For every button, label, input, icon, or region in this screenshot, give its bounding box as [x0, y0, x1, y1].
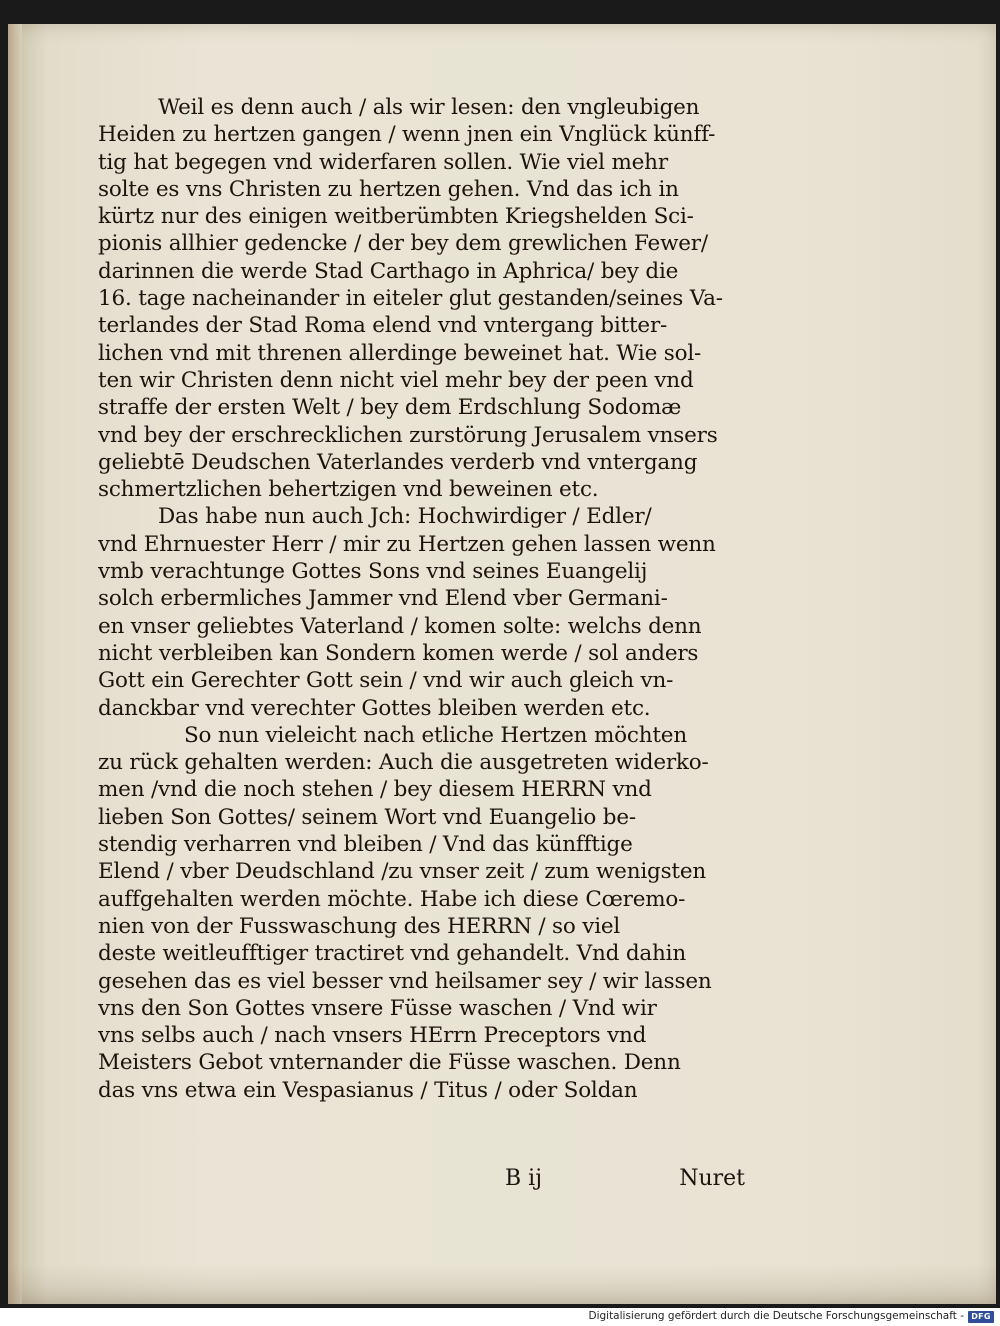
text-line: gesehen das es viel besser vnd heilsamer sey / wir lassen — [98, 968, 712, 994]
text-line: men /vnd die noch stehen / bey diesem HERRN vnd — [98, 777, 652, 803]
text-line: ten wir Christen denn nicht viel mehr bey der peen vnd — [98, 367, 694, 393]
text-line: solch erbermliches Jammer vnd Elend vber Germani- — [98, 586, 668, 612]
text-line: 16. tage nacheinander in eiteler glut gestanden/seines Va- — [98, 286, 723, 312]
text-line: Gott ein Gerechter Gott sein / vnd wir auch gleich vn- — [98, 668, 674, 694]
text-line: nicht verbleiben kan Sondern komen werde / sol anders — [98, 640, 699, 666]
text-line: tig hat begegen vnd widerfaren sollen. Wie viel mehr — [98, 149, 668, 175]
text-line: terlandes der Stad Roma elend vnd vntergang bitter- — [98, 313, 668, 339]
text-line: lieben Son Gottes/ seinem Wort vnd Euangelio be- — [98, 804, 636, 830]
text-line: kürtz nur des einigen weitberümbten Kriegshelden Sci- — [98, 204, 694, 230]
text-line: danckbar vnd verechter Gottes bleiben werden etc. — [98, 695, 651, 721]
text-line: auffgehalten werden möchte. Habe ich diese Cœremo- — [98, 886, 686, 912]
text-line: geliebtē Deudschen Vaterlandes verderb vnd vntergang — [98, 449, 698, 475]
text-line: nien von der Fusswaschung des HERRN / so viel — [98, 913, 621, 939]
text-line: schmertzlichen behertzigen vnd beweinen etc. — [98, 477, 599, 503]
text-line: solte es vns Christen zu hertzen gehen. Vnd das ich in — [98, 176, 679, 202]
text-line: vmb verachtunge Gottes Sons vnd seines Euangelij — [98, 559, 648, 585]
text-line: straffe der ersten Welt / bey dem Erdschlung Sodomæ — [98, 395, 682, 421]
text-line: vnd bey der erschrecklichen zurstörung Jerusalem vnsers — [98, 422, 718, 448]
text-line: lichen vnd mit threnen allerdinge beweinet hat. Wie sol- — [98, 340, 702, 366]
text-line: deste weitleufftiger tractiret vnd gehandelt. Vnd dahin — [98, 941, 686, 967]
text-line: vnd Ehrnuester Herr / mir zu Hertzen gehen lassen wenn — [98, 531, 716, 557]
text-line: das vns etwa ein Vespasianus / Titus / oder Soldan — [98, 1077, 638, 1103]
funding-credit: Digitalisierung gefördert durch die Deutsche Forschungsgemeinschaft - — [588, 1310, 964, 1322]
text-line: So nun vieleicht nach etliche Hertzen möchten — [184, 722, 687, 748]
text-line: Das habe nun auch Jch: Hochwirdiger / Edler/ — [158, 504, 652, 530]
text-line: Weil es denn auch / als wir lesen: den vngleubigen — [158, 95, 700, 120]
credit-bar — [0, 1308, 1000, 1326]
text-line: Elend / vber Deudschland /zu vnser zeit / zum wenigsten — [98, 859, 707, 885]
book-page — [8, 24, 996, 1304]
text-line: vns den Son Gottes vnsere Füsse waschen / Vnd wir — [98, 995, 657, 1021]
catchword: Nuret — [679, 1166, 745, 1191]
text-line: Meisters Gebot vnternander die Füsse waschen. Denn — [98, 1050, 681, 1076]
text-line: pionis allhier gedencke / der bey dem grewlichen Fewer/ — [98, 231, 708, 257]
signature-mark: B ij — [505, 1166, 543, 1191]
text-line: Heiden zu hertzen gangen / wenn jnen ein Vnglück künff- — [98, 122, 716, 148]
dfg-logo-icon: DFG — [968, 1311, 994, 1323]
text-line: zu rück gehalten werden: Auch die ausgetreten widerko- — [98, 750, 709, 776]
page-binding-edge — [8, 24, 22, 1304]
page-shadow — [8, 1264, 996, 1304]
text-line: vns selbs auch / nach vnsers HErrn Preceptors vnd — [98, 1023, 647, 1049]
text-line: darinnen die werde Stad Carthago in Aphrica/ bey die — [98, 258, 679, 284]
text-line: stendig verharren vnd bleiben / Vnd das künfftige — [98, 832, 633, 858]
page-footer — [505, 1166, 745, 1194]
text-line: en vnser geliebtes Vaterland / komen solte: welchs denn — [98, 613, 702, 639]
page-text-block — [98, 94, 748, 1104]
